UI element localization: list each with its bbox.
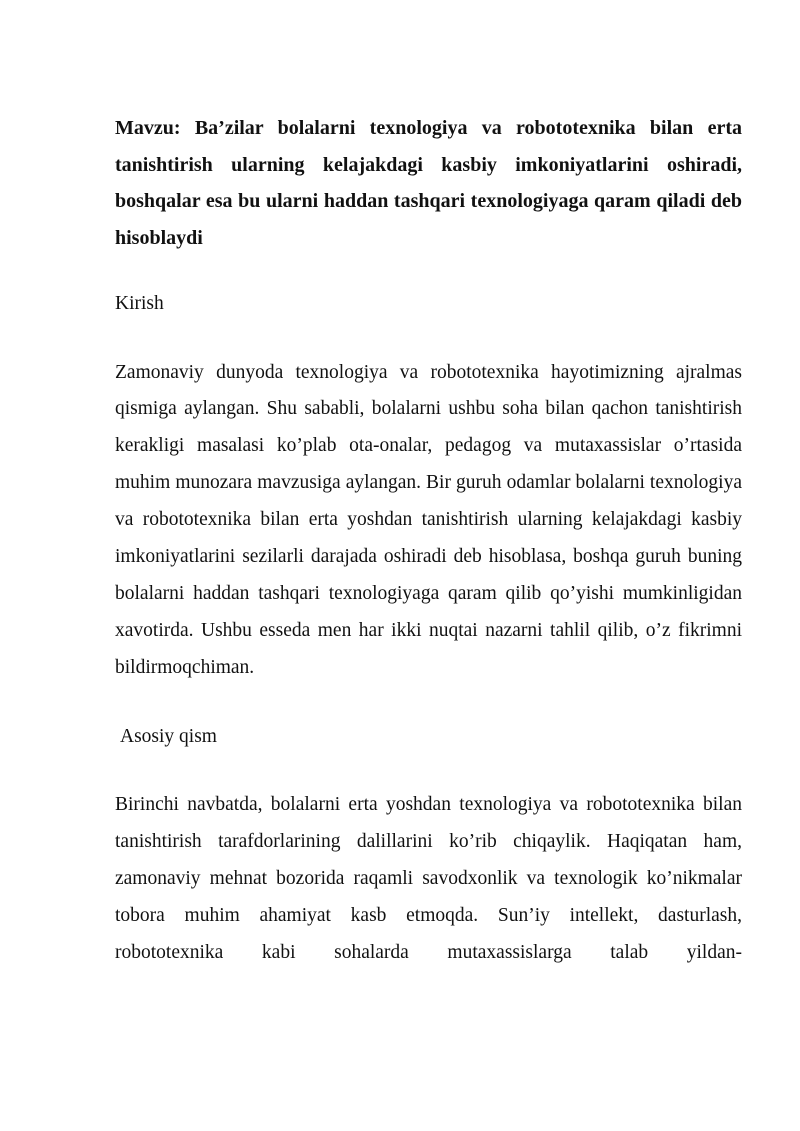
paragraph-kirish: Zamonaviy dunyoda texnologiya va robototexnika hayotimizning ajralmas qismiga aylangan. Shu sababli, bolalarni ushbu soha bilan qachon tanishtirish kerakligi masalasi ko’plab ota-onalar, pedagog va mutaxassislar o’rtasida muhim munozara mavzusiga aylangan. Bir guruh odamlar bolalarni texnologiya va robototexnika bilan erta yoshdan tanishtirish ularning kelajakdagi kasbiy imkoniyatlarini sezilarli darajada oshiradi deb hisoblasa, boshqa guruh buning bolalarni haddan tashqari texnologiyaga qaram qilib qo’yishi mumkinligidan xavotirda. Ushbu esseda men har ikki nuqtai nazarni tahlil qilib, o’z fikrimni bildirmoqchiman. [115,361,742,678]
section-heading-kirish: Kirish [115,293,164,314]
document-title: Mavzu: Ba’zilar bolalarni texnologiya va robototexnika bilan erta tanishtirish ularning kelajakdagi kasbiy imkoniyatlarini oshiradi, boshqalar esa bu ularni haddan tashqari texnologiyaga qaram qiladi deb hisoblaydi [115,117,742,249]
section-heading-asosiy-qism: Asosiy qism [120,725,217,747]
paragraph-asosiy-qism: Birinchi navbatda, bolalarni erta yoshdan texnologiya va robototexnika bilan tanishtirish tarafdorlarining dalillarini ko’rib chiqaylik. Haqiqatan ham, zamonaviy mehnat bozorida raqamli savodxonlik va texnologik ko’nikmalar tobora muhim ahamiyat kasb etmoqda. Sun’iy intellekt, dasturlash, robototexnika kabi sohalarda mutaxassislarga talab yildan- [115,794,742,963]
